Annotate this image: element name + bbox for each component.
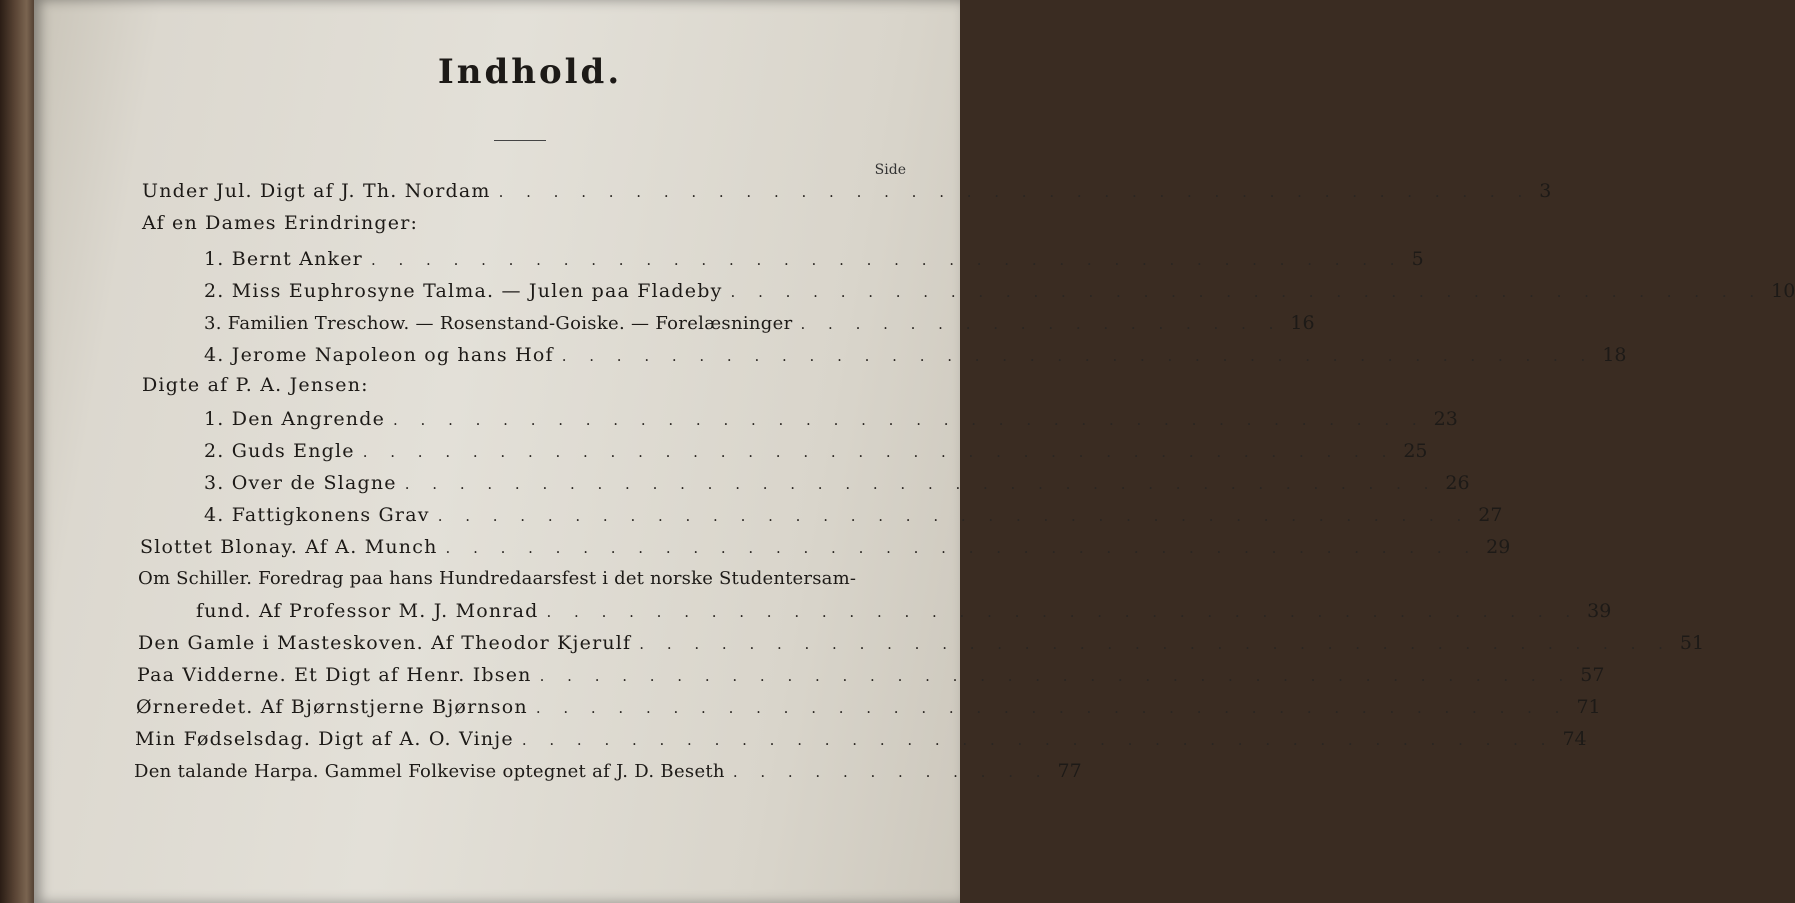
toc-entry bbox=[204, 312, 1315, 340]
toc-entry-text: Slottet Blonay. Af A. Munch bbox=[140, 536, 438, 558]
toc-entry-text: Den talande Harpa. Gammel Folkevise optegnet af J. D. Beseth bbox=[134, 761, 725, 782]
toc-entry-text: Digte af P. A. Jensen: bbox=[142, 374, 369, 396]
toc-entry-page: 74 bbox=[1562, 728, 1587, 750]
dot-leader: . . . . . . . . . . . . . . . . . . . . . . . . . . . . . . . . . . . . . . bbox=[393, 411, 1426, 429]
toc-section-heading bbox=[142, 212, 904, 240]
page-column-label: Side bbox=[874, 162, 906, 178]
toc-entry-page: 51 bbox=[1679, 632, 1705, 654]
title-underline bbox=[494, 140, 546, 141]
toc-entry-text: fund. Af Professor M. J. Monrad bbox=[196, 600, 539, 622]
dot-leader: . . . . . . . . . . . . . . . . . . . . . . . . . . . . . . . . . . . . . . bbox=[539, 667, 1573, 685]
toc-entry-page: 18 bbox=[1602, 344, 1627, 366]
toc-entry bbox=[138, 632, 1705, 660]
dot-leader: . . . . . . . . . . . . . . . . . . . . . . . . . . . . . . . . . . . . . . bbox=[639, 635, 1672, 653]
toc-entry bbox=[196, 600, 1612, 628]
toc-entry-text: Den Gamle i Masteskoven. Af Theodor Kjerulf bbox=[138, 632, 632, 654]
dot-leader: . . . . . . . . . . . . . . . . . . . . . . . . . . . . . . . . . . . . . . bbox=[561, 347, 1595, 365]
dot-leader: . . . . . . . . . . . . . . . . . . . . . . . . . . . . . . . . . . . . . . bbox=[498, 183, 1532, 201]
toc-section-heading bbox=[142, 374, 904, 402]
toc-entry-page: 26 bbox=[1445, 472, 1470, 494]
toc-entry-text: 2. Guds Engle bbox=[204, 440, 355, 462]
toc-entry bbox=[204, 280, 1795, 308]
toc-entry-text: 2. Miss Euphrosyne Talma. — Julen paa Fladeby bbox=[204, 280, 723, 302]
toc-entry-page: 57 bbox=[1580, 664, 1605, 686]
toc-entry-text: Under Jul. Digt af J. Th. Nordam bbox=[142, 180, 491, 202]
toc-entry bbox=[204, 440, 1428, 468]
toc-entry-page: 5 bbox=[1411, 248, 1424, 270]
toc-entry bbox=[204, 248, 1424, 276]
toc-entry-text: Ørneredet. Af Bjørnstjerne Bjørnson bbox=[136, 696, 528, 718]
toc-entry-text: Paa Vidderne. Et Digt af Henr. Ibsen bbox=[137, 664, 532, 686]
toc-entry-text: Om Schiller. Foredrag paa hans Hundredaarsfest i det norske Studentersam- bbox=[138, 568, 857, 589]
dot-leader: . . . . . . . . . . . . bbox=[732, 763, 1050, 781]
toc-entry-text: 1. Bernt Anker bbox=[204, 248, 363, 270]
toc-entry-text: 3. Familien Treschow. — Rosenstand-Goiske. — Forelæsninger bbox=[204, 313, 793, 334]
page-title: Indhold. bbox=[437, 52, 623, 92]
dot-leader: . . . . . . . . . . . . . . . . . . . . . . . . . . . . . . . . . . . . . . bbox=[546, 603, 1580, 621]
bleed-through-bottom bbox=[134, 786, 934, 896]
toc-entry-page: 71 bbox=[1576, 696, 1601, 718]
toc-entry bbox=[136, 696, 1601, 724]
toc-entry bbox=[142, 180, 1552, 208]
toc-entry-page: 29 bbox=[1486, 536, 1511, 558]
toc-entry-page: 10 bbox=[1771, 280, 1795, 302]
toc-entry-page: 27 bbox=[1478, 504, 1503, 526]
dot-leader: . . . . . . . . . . . . . . . . . . . . . . . . . . . . . . . . . . . . . . bbox=[445, 539, 1479, 557]
toc-entry bbox=[137, 664, 1605, 692]
toc-entry-page: 23 bbox=[1433, 408, 1458, 430]
toc-entry-text: 3. Over de Slagne bbox=[204, 472, 397, 494]
toc-entry-page: 77 bbox=[1057, 760, 1082, 782]
toc-entry-text: Af en Dames Erindringer: bbox=[142, 212, 419, 234]
dot-leader: . . . . . . . . . . . . . . . . . . . . . . . . . . . . . . . . . . . . . . bbox=[437, 507, 1471, 525]
toc-entry bbox=[138, 568, 904, 596]
toc-entry-page: 3 bbox=[1539, 180, 1552, 202]
toc-entry bbox=[204, 472, 1470, 500]
toc-entry-page: 25 bbox=[1403, 440, 1428, 462]
toc-entry-text: 4. Jerome Napoleon og hans Hof bbox=[204, 344, 554, 366]
dot-leader: . . . . . . . . . . . . . . . . . . bbox=[800, 315, 1283, 333]
dot-leader: . . . . . . . . . . . . . . . . . . . . . . . . . . . . . . . . . . . . . . bbox=[535, 699, 1569, 717]
book-binding bbox=[0, 0, 38, 903]
toc-entry-text: 1. Den Angrende bbox=[204, 408, 386, 430]
toc-entry-page: 16 bbox=[1290, 312, 1315, 334]
dot-leader: . . . . . . . . . . . . . . . . . . . . . . . . . . . . . . . . . . . . . . bbox=[404, 475, 1438, 493]
toc-entry-text: Min Fødselsdag. Digt af A. O. Vinje bbox=[135, 728, 514, 750]
toc-entry-page: 39 bbox=[1587, 600, 1612, 622]
dot-leader: . . . . . . . . . . . . . . . . . . . . . . . . . . . . . . . . . . . . . . bbox=[362, 443, 1396, 461]
toc-entry bbox=[134, 760, 1082, 788]
toc-entry bbox=[140, 536, 1511, 564]
toc-entry bbox=[204, 408, 1458, 436]
toc-entry-text: 4. Fattigkonens Grav bbox=[204, 504, 430, 526]
toc-entry bbox=[204, 344, 1627, 372]
dot-leader: . . . . . . . . . . . . . . . . . . . . . . . . . . . . . . . . . . . . . . bbox=[521, 731, 1555, 749]
dot-leader: . . . . . . . . . . . . . . . . . . . . . . . . . . . . . . . . . . . . . . bbox=[730, 283, 1764, 301]
dot-leader: . . . . . . . . . . . . . . . . . . . . . . . . . . . . . . . . . . . . . . bbox=[370, 251, 1404, 269]
toc-entry bbox=[135, 728, 1587, 756]
toc-entry bbox=[204, 504, 1503, 532]
